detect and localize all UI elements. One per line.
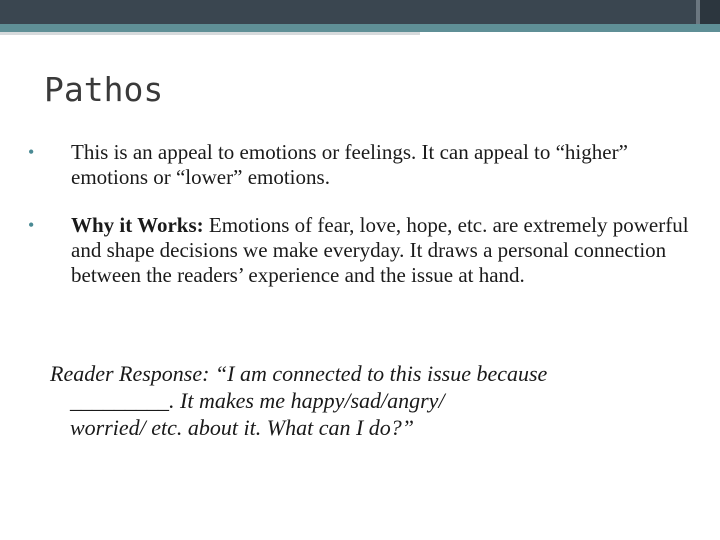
reader-response-line: worried/ etc. about it. What can I do?” xyxy=(70,415,415,440)
bullet-text: Emotions of fear, love, hope, etc. are extremely powerful and shape decisions we make everyday. It draws a personal connection between the readers’ experience and the issue at hand. xyxy=(71,213,689,287)
header-band-accent xyxy=(700,0,720,24)
bullet-icon: • xyxy=(28,215,35,235)
bullet-lead: Why it Works: xyxy=(71,213,204,237)
reader-response-line: Reader Response: “I am connected to this issue because xyxy=(50,361,548,386)
slide-title: Pathos xyxy=(44,70,164,109)
header-band xyxy=(0,0,720,24)
bullet-icon: • xyxy=(28,142,35,162)
header-light-line xyxy=(0,32,420,35)
reader-response xyxy=(50,360,680,441)
reader-response-line: _________. It makes me happy/sad/angry/ xyxy=(70,388,445,413)
header-teal-band xyxy=(0,24,720,32)
bullet-text: This is an appeal to emotions or feelings. It can appeal to “higher” emotions or “lower” emotions. xyxy=(71,140,628,189)
bullet-item xyxy=(26,140,698,190)
bullet-list xyxy=(26,140,698,311)
bullet-item xyxy=(26,213,698,288)
